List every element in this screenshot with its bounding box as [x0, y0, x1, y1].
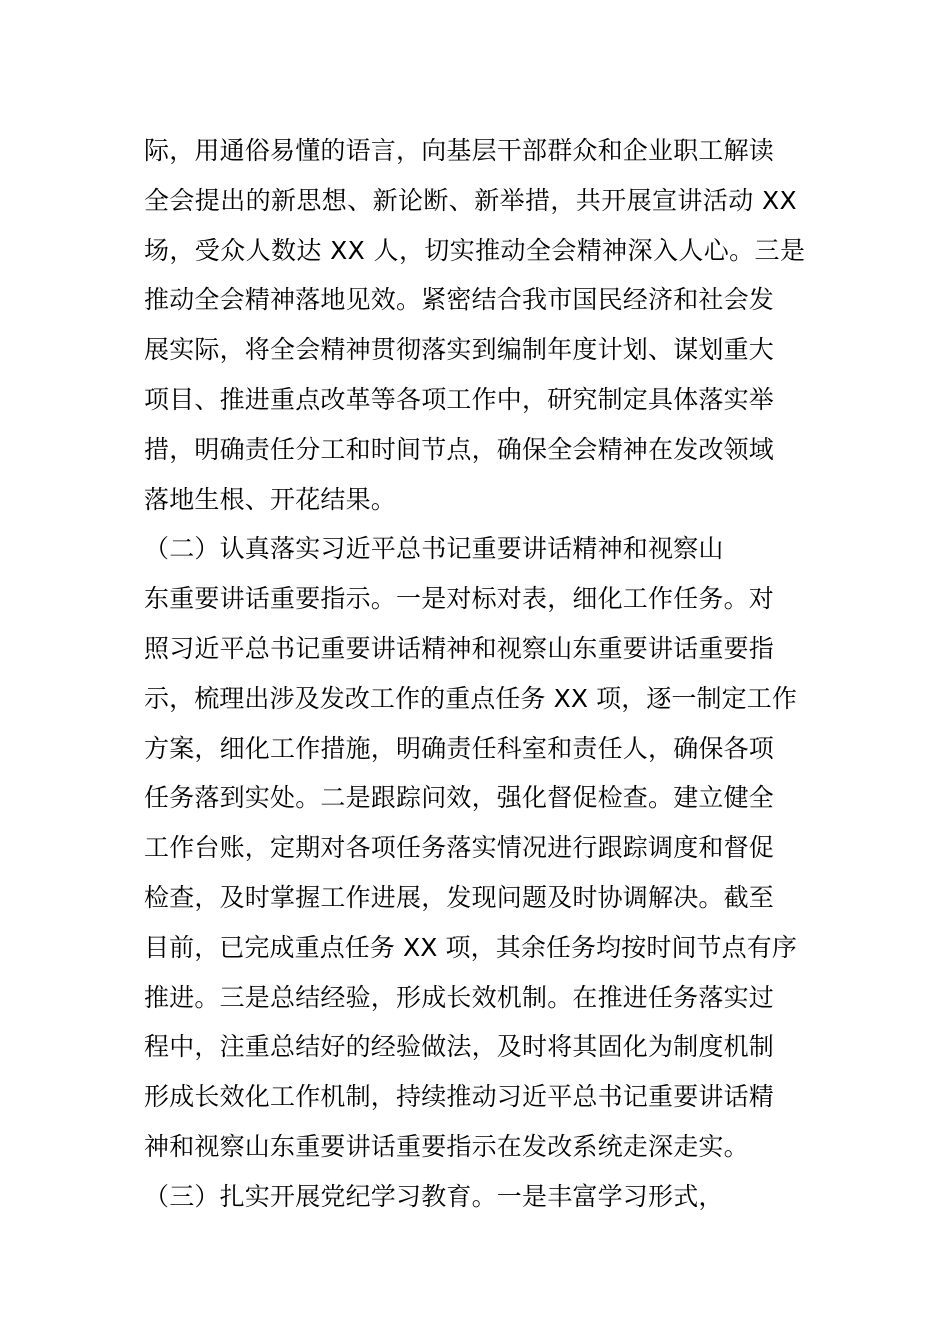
text-line: 神和视察山东重要讲话重要指示在发改系统走深走实。	[144, 1131, 749, 1161]
text-line: 照习近平总书记重要讲话精神和视察山东重要讲话重要指	[144, 633, 775, 663]
text-line: 落地生根、开花结果。	[144, 484, 397, 514]
text-line: 工作台账，定期对各项任务落实情况进行跟踪调度和督促	[144, 833, 775, 863]
text-line: 方案，细化工作措施，明确责任科室和责任人，确保各项	[144, 733, 775, 763]
text-line: 项目、推进重点改革等各项工作中，研究制定具体落实举	[144, 384, 775, 414]
body-text	[144, 126, 810, 1222]
text-line: 形成长效化工作机制，持续推动习近平总书记重要讲话精	[144, 1082, 775, 1112]
text-line: 程中，注重总结好的经验做法，及时将其固化为制度机制	[144, 1032, 775, 1062]
text-line: 措，明确责任分工和时间节点，确保全会精神在发改领域	[144, 434, 775, 464]
text-line: 全会提出的新思想、新论断、新举措，共开展宣讲活动 XX	[144, 185, 798, 215]
text-line: 推动全会精神落地见效。紧密结合我市国民经济和社会发	[144, 285, 775, 315]
section-heading-line: （二）认真落实习近平总书记重要讲话精神和视察山	[144, 534, 724, 564]
text-line: 示，梳理出涉及发改工作的重点任务 XX 项，逐一制定工作	[144, 683, 797, 713]
text-line: 东重要讲话重要指示。一是对标对表，细化工作任务。对	[144, 584, 775, 614]
text-line: 检查，及时掌握工作进展，发现问题及时协调解决。截至	[144, 882, 775, 912]
text-line: 目前，已完成重点任务 XX 项，其余任务均按时间节点有序	[144, 932, 797, 962]
text-line: 任务落到实处。二是跟踪问效，强化督促检查。建立健全	[144, 783, 775, 813]
text-line: 推进。三是总结经验，形成长效机制。在推进任务落实过	[144, 982, 775, 1012]
section-heading-line: （三）扎实开展党纪学习教育。一是丰富学习形式，	[144, 1181, 724, 1211]
text-line: 场，受众人数达 XX 人，切实推动全会精神深入人心。三是	[144, 235, 806, 265]
text-line: 展实际，将全会精神贯彻落实到编制年度计划、谋划重大	[144, 335, 775, 365]
text-line: 际，用通俗易懂的语言，向基层干部群众和企业职工解读	[144, 136, 775, 165]
